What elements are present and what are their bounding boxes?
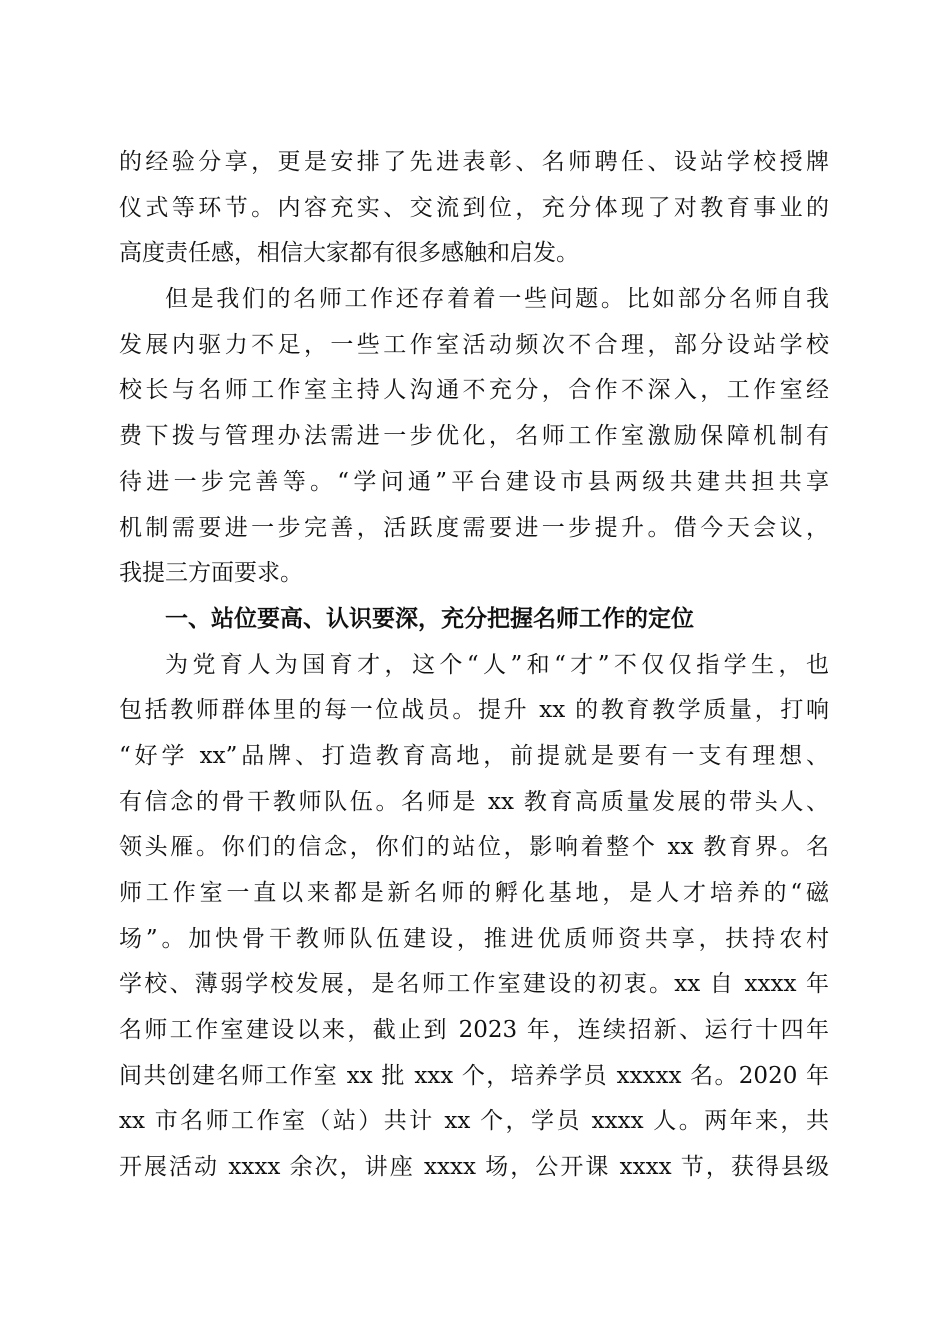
paragraph-continuation (119, 140, 829, 277)
text-line: “好学 xx”品牌、打造教育高地，前提就是要有一支有理想、 (119, 742, 829, 769)
text-line: 待进一步完善等。“学问通”平台建设市县两级共建共担共享 (119, 468, 829, 495)
text-line: 费下拨与管理办法需进一步优化，名师工作室激励保障机制有 (119, 423, 829, 450)
text-line: 高度责任感，相信大家都有很多感触和启发。 (119, 240, 579, 267)
paragraph-problems (119, 277, 829, 597)
text-line: 我提三方面要求。 (119, 560, 303, 587)
text-line: 领头雁。你们的信念，你们的站位，影响着整个 xx 教育界。名 (119, 834, 829, 861)
text-line: 有信念的骨干教师队伍。名师是 xx 教育高质量发展的带头人、 (119, 788, 829, 815)
text-line: xx 市名师工作室（站）共计 xx 个，学员 xxxx 人。两年来，共 (119, 1108, 829, 1135)
heading-text: 一、站位要高、认识要深，充分把握名师工作的定位 (165, 605, 694, 632)
section-heading (119, 597, 829, 643)
text-line: 包括教师群体里的每一位战员。提升 xx 的教育教学质量，打响 (119, 697, 829, 724)
text-line: 场”。加快骨干教师队伍建设，推进优质师资共享，扶持农村 (119, 925, 829, 952)
text-line: 名师工作室建设以来，截止到 2023 年，连续招新、运行十四年 (119, 1017, 829, 1044)
paragraph-positioning (119, 643, 829, 1191)
text-line: 学校、薄弱学校发展，是名师工作室建设的初衷。xx 自 xxxx 年 (119, 971, 829, 998)
text-line: 的经验分享，更是安排了先进表彰、名师聘任、设站学校授牌 (119, 149, 829, 175)
text-line: 间共创建名师工作室 xx 批 xxx 个，培养学员 xxxxx 名。2020 年 (119, 1062, 829, 1089)
text-line: 开展活动 xxxx 余次，讲座 xxxx 场，公开课 xxxx 节，获得县级 (119, 1154, 829, 1181)
text-line: 仪式等环节。内容充实、交流到位，充分体现了对教育事业的 (119, 194, 829, 221)
text-line: 发展内驱力不足，一些工作室活动频次不合理，部分设站学校 (119, 331, 829, 358)
text-line: 机制需要进一步完善，活跃度需要进一步提升。借今天会议， (119, 514, 829, 541)
text-line: 为党育人为国育才，这个“人”和“才”不仅仅指学生，也 (165, 651, 829, 678)
text-line: 但是我们的名师工作还存着着一些问题。比如部分名师自我 (165, 286, 829, 313)
text-line: 校长与名师工作室主持人沟通不充分，合作不深入，工作室经 (119, 377, 829, 404)
document-body (119, 140, 829, 1191)
text-line: 师工作室一直以来都是新名师的孵化基地，是人才培养的“磁 (119, 880, 829, 906)
